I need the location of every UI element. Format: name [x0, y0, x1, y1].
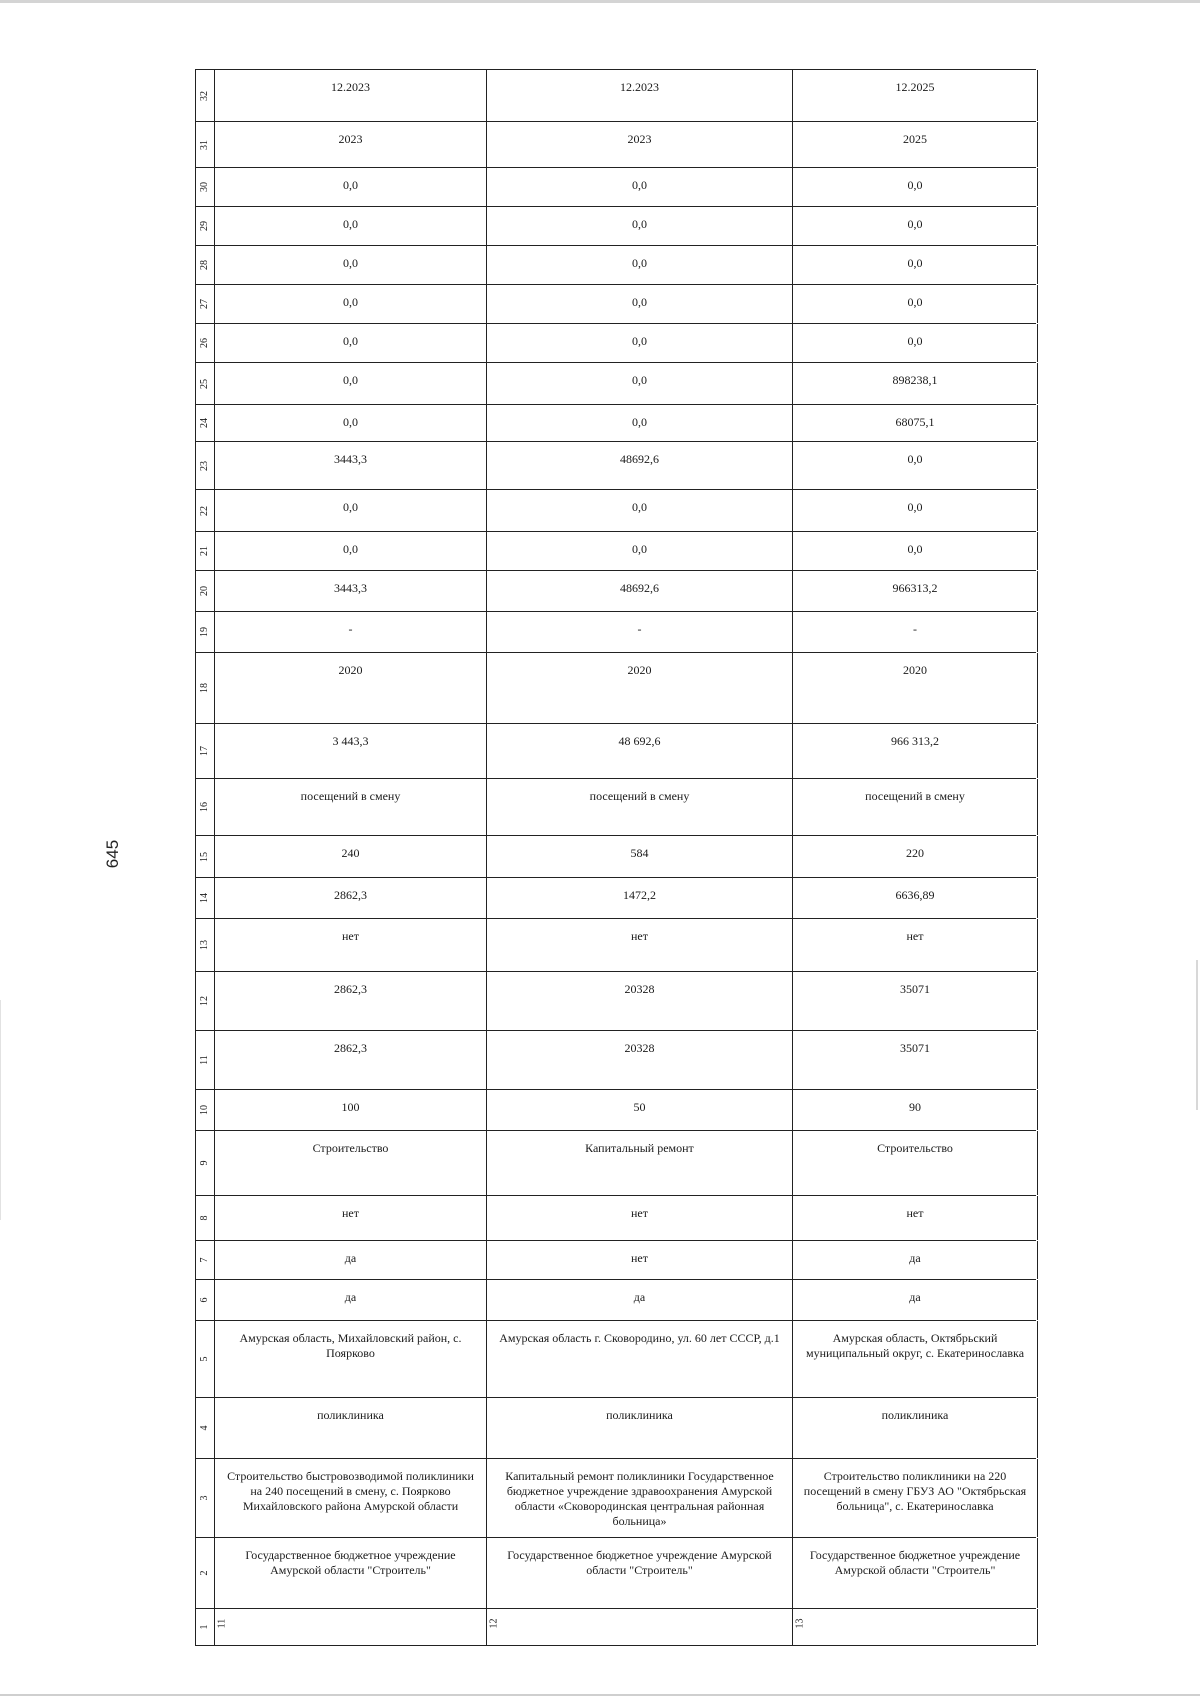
table-cell: 0,0 [487, 490, 793, 531]
table-cell: 0,0 [487, 285, 793, 323]
column-number: 7 [199, 1257, 210, 1263]
table-row [195, 1280, 1036, 1321]
table-cell: Строительство [793, 1131, 1038, 1195]
table-row [195, 122, 1036, 168]
column-number: 11 [199, 1055, 210, 1065]
table-cell: Амурская область г. Сковородино, ул. 60 лет СССР, д.1 [487, 1321, 793, 1397]
column-number-cell [195, 972, 215, 1030]
table-row [195, 442, 1036, 490]
table-cell: 0,0 [793, 207, 1038, 245]
table-cell: 0,0 [487, 246, 793, 284]
table-cell: Амурская область, Октябрьский муниципальный округ, с. Екатеринославка [793, 1321, 1038, 1397]
table-cell: 0,0 [793, 490, 1038, 531]
table-cell: 0,0 [215, 490, 487, 531]
table-cell: поликлиника [793, 1398, 1038, 1458]
table-cell: нет [487, 919, 793, 971]
table-cell: поликлиника [215, 1398, 487, 1458]
table-cell: нет [215, 919, 487, 971]
table-cell: 0,0 [487, 405, 793, 441]
column-number-cell [195, 1280, 215, 1320]
table-cell: 48692,6 [487, 442, 793, 489]
table-cell: Капитальный ремонт [487, 1131, 793, 1195]
table-cell: да [793, 1280, 1038, 1320]
column-number: 25 [199, 378, 210, 389]
column-number: 28 [199, 260, 210, 270]
table-cell: 2862,3 [215, 878, 487, 918]
column-number-cell [195, 405, 215, 441]
table-cell: Государственное бюджетное учреждение Амурской области "Строитель" [793, 1538, 1038, 1608]
page-number: 645 [103, 839, 122, 869]
column-number-cell [195, 168, 215, 206]
table-cell: Капитальный ремонт поликлиники Государственное бюджетное учреждение здравоохранения Амурской области «Сковородинская центральная районная больница» [487, 1459, 793, 1537]
column-number: 32 [199, 90, 210, 101]
table-cell: да [215, 1241, 487, 1279]
table-row [195, 285, 1036, 324]
column-number: 30 [199, 182, 210, 192]
table-cell: 0,0 [215, 207, 487, 245]
column-number: 12 [199, 996, 210, 1006]
table-cell: 966313,2 [793, 571, 1038, 611]
table-row [195, 1321, 1036, 1398]
table-cell: 0,0 [487, 532, 793, 570]
table-row [195, 836, 1036, 878]
table-row [195, 653, 1036, 724]
table-row [195, 363, 1036, 405]
table-cell: 2020 [793, 653, 1038, 723]
table-row [195, 168, 1036, 207]
column-number: 2 [199, 1570, 210, 1576]
table-cell: 0,0 [793, 246, 1038, 284]
table-cell: 35071 [793, 1031, 1038, 1089]
table-cell: посещений в смену [215, 779, 487, 835]
table-cell: нет [215, 1196, 487, 1240]
table-row [195, 1609, 1036, 1646]
table-cell: 898238,1 [793, 363, 1038, 404]
column-number-cell [195, 122, 215, 167]
column-number: 16 [199, 802, 210, 812]
column-number-cell [195, 571, 215, 611]
table-cell: нет [487, 1241, 793, 1279]
table-cell: 3443,3 [215, 442, 487, 489]
table-cell: 0,0 [215, 168, 487, 206]
table-cell: 50 [487, 1090, 793, 1130]
table-row [195, 1090, 1036, 1131]
column-number: 23 [199, 460, 210, 471]
table-cell: 240 [215, 836, 487, 877]
table-cell: 2020 [215, 653, 487, 723]
column-number: 5 [199, 1356, 210, 1362]
table-cell: Государственное бюджетное учреждение Амурской области "Строитель" [215, 1538, 487, 1608]
table-cell: 0,0 [487, 207, 793, 245]
table-row [195, 612, 1036, 653]
table-cell: 12.2023 [487, 70, 793, 121]
table-cell: Амурская область, Михайловский район, с. Поярково [215, 1321, 487, 1397]
table-row [195, 1538, 1036, 1609]
table-cell: 2023 [487, 122, 793, 167]
table-cell: 0,0 [793, 324, 1038, 362]
column-number: 14 [199, 893, 210, 903]
column-number-cell [195, 1538, 215, 1608]
table-cell: 584 [487, 836, 793, 877]
table-cell: 0,0 [793, 442, 1038, 489]
table-cell: 12.2025 [793, 70, 1038, 121]
table-row [195, 1398, 1036, 1459]
table-row [195, 207, 1036, 246]
table-cell: 0,0 [487, 363, 793, 404]
table-cell: посещений в смену [793, 779, 1038, 835]
column-number: 31 [199, 139, 210, 150]
column-number: 4 [199, 1425, 210, 1431]
column-number: 1 [199, 1624, 210, 1630]
table-cell: да [215, 1280, 487, 1320]
table-row [195, 1196, 1036, 1241]
table-cell: да [487, 1280, 793, 1320]
column-number-cell [195, 919, 215, 971]
table-cell: 3443,3 [215, 571, 487, 611]
column-number-cell [195, 1459, 215, 1537]
table-row [195, 878, 1036, 919]
table-row [195, 532, 1036, 571]
column-number: 13 [199, 940, 210, 950]
table-cell: Строительство быстровозводимой поликлиники на 240 посещений в смену, с. Поярково Михайловского района Амурской области [215, 1459, 487, 1537]
table-cell: 90 [793, 1090, 1038, 1130]
column-number: 26 [199, 338, 210, 348]
table-cell: 35071 [793, 972, 1038, 1030]
table-cell: 2862,3 [215, 972, 487, 1030]
table-cell [215, 1609, 487, 1645]
table-cell: Строительство [215, 1131, 487, 1195]
column-number-cell [195, 878, 215, 918]
column-number: 9 [199, 1160, 210, 1166]
column-number-cell [195, 779, 215, 835]
table-cell: - [487, 612, 793, 652]
row-number: 12 [488, 1618, 500, 1629]
column-number-cell [195, 532, 215, 570]
row-number: 11 [216, 1618, 228, 1629]
table-cell: 100 [215, 1090, 487, 1130]
column-number: 6 [199, 1297, 210, 1303]
table-cell [793, 1609, 1038, 1645]
table-cell: 48692,6 [487, 571, 793, 611]
table-cell: 20328 [487, 1031, 793, 1089]
table-cell: 6636,89 [793, 878, 1038, 918]
column-number-cell [195, 1241, 215, 1279]
column-number-cell [195, 246, 215, 284]
table-row [195, 724, 1036, 779]
table-cell: нет [793, 919, 1038, 971]
table-cell: 0,0 [793, 285, 1038, 323]
table-cell: 0,0 [215, 405, 487, 441]
column-number-cell [195, 1196, 215, 1240]
column-number-cell [195, 1131, 215, 1195]
scan-bottom-edge [0, 1694, 1200, 1696]
table-cell: 966 313,2 [793, 724, 1038, 778]
column-number: 27 [199, 299, 210, 309]
column-number-cell [195, 653, 215, 723]
column-number: 29 [199, 221, 210, 231]
table-row [195, 324, 1036, 363]
table-row [195, 1241, 1036, 1280]
column-number-cell [195, 836, 215, 877]
column-number: 17 [199, 746, 210, 756]
table-cell: 0,0 [215, 246, 487, 284]
column-number: 20 [199, 586, 210, 596]
table-cell: да [793, 1241, 1038, 1279]
table-cell: - [215, 612, 487, 652]
table-row [195, 1459, 1036, 1538]
data-table [195, 69, 1036, 1646]
table-cell: 0,0 [793, 168, 1038, 206]
table-cell: Строительство поликлиники на 220 посещений в смену ГБУЗ АО "Октябрьская больница", с. Екатеринославка [793, 1459, 1038, 1537]
table-cell: 0,0 [487, 324, 793, 362]
column-number-cell [195, 207, 215, 245]
column-number: 18 [199, 683, 210, 693]
table-row [195, 1131, 1036, 1196]
table-cell: 20328 [487, 972, 793, 1030]
column-number: 3 [199, 1495, 210, 1501]
column-number-cell [195, 1609, 215, 1645]
table-cell: Государственное бюджетное учреждение Амурской области "Строитель" [487, 1538, 793, 1608]
table-cell: 0,0 [215, 363, 487, 404]
column-number-cell [195, 1321, 215, 1397]
column-number: 19 [199, 627, 210, 637]
table-cell: - [793, 612, 1038, 652]
table-cell: 0,0 [215, 285, 487, 323]
table-cell: 1472,2 [487, 878, 793, 918]
table-cell: 0,0 [793, 532, 1038, 570]
table-cell: поликлиника [487, 1398, 793, 1458]
column-number-cell [195, 363, 215, 404]
column-number-cell [195, 724, 215, 778]
table-row [195, 246, 1036, 285]
table-row [195, 405, 1036, 442]
column-number: 21 [199, 546, 210, 556]
table-cell: 2862,3 [215, 1031, 487, 1089]
table-cell: 12.2023 [215, 70, 487, 121]
column-number-cell [195, 324, 215, 362]
column-number-cell [195, 490, 215, 531]
table-row [195, 1031, 1036, 1090]
table-cell: нет [487, 1196, 793, 1240]
table-row [195, 490, 1036, 532]
table-cell: 2020 [487, 653, 793, 723]
column-number-cell [195, 70, 215, 121]
table-cell: 2025 [793, 122, 1038, 167]
column-number: 24 [199, 418, 210, 428]
table-cell: 48 692,6 [487, 724, 793, 778]
table-cell: 0,0 [487, 168, 793, 206]
scan-left-edge [0, 1000, 1, 1220]
table-cell [487, 1609, 793, 1645]
column-number: 22 [199, 505, 210, 516]
table-row [195, 779, 1036, 836]
table-cell: 0,0 [215, 532, 487, 570]
column-number: 8 [199, 1215, 210, 1221]
table-cell: нет [793, 1196, 1038, 1240]
table-cell: посещений в смену [487, 779, 793, 835]
column-number-cell [195, 1031, 215, 1089]
column-number-cell [195, 1398, 215, 1458]
table-row [195, 972, 1036, 1031]
column-number: 15 [199, 851, 210, 862]
row-number: 13 [794, 1618, 806, 1629]
scan-top-edge [0, 0, 1200, 3]
column-number-cell [195, 1090, 215, 1130]
table-cell: 0,0 [215, 324, 487, 362]
column-number-cell [195, 285, 215, 323]
table-row [195, 919, 1036, 972]
table-cell: 220 [793, 836, 1038, 877]
table-cell: 3 443,3 [215, 724, 487, 778]
column-number-cell [195, 442, 215, 489]
scan-right-edge [1196, 960, 1198, 1110]
table-cell: 2023 [215, 122, 487, 167]
table-row [195, 571, 1036, 612]
column-number-cell [195, 612, 215, 652]
table-row [195, 69, 1036, 122]
table-cell: 68075,1 [793, 405, 1038, 441]
column-number: 10 [199, 1105, 210, 1115]
